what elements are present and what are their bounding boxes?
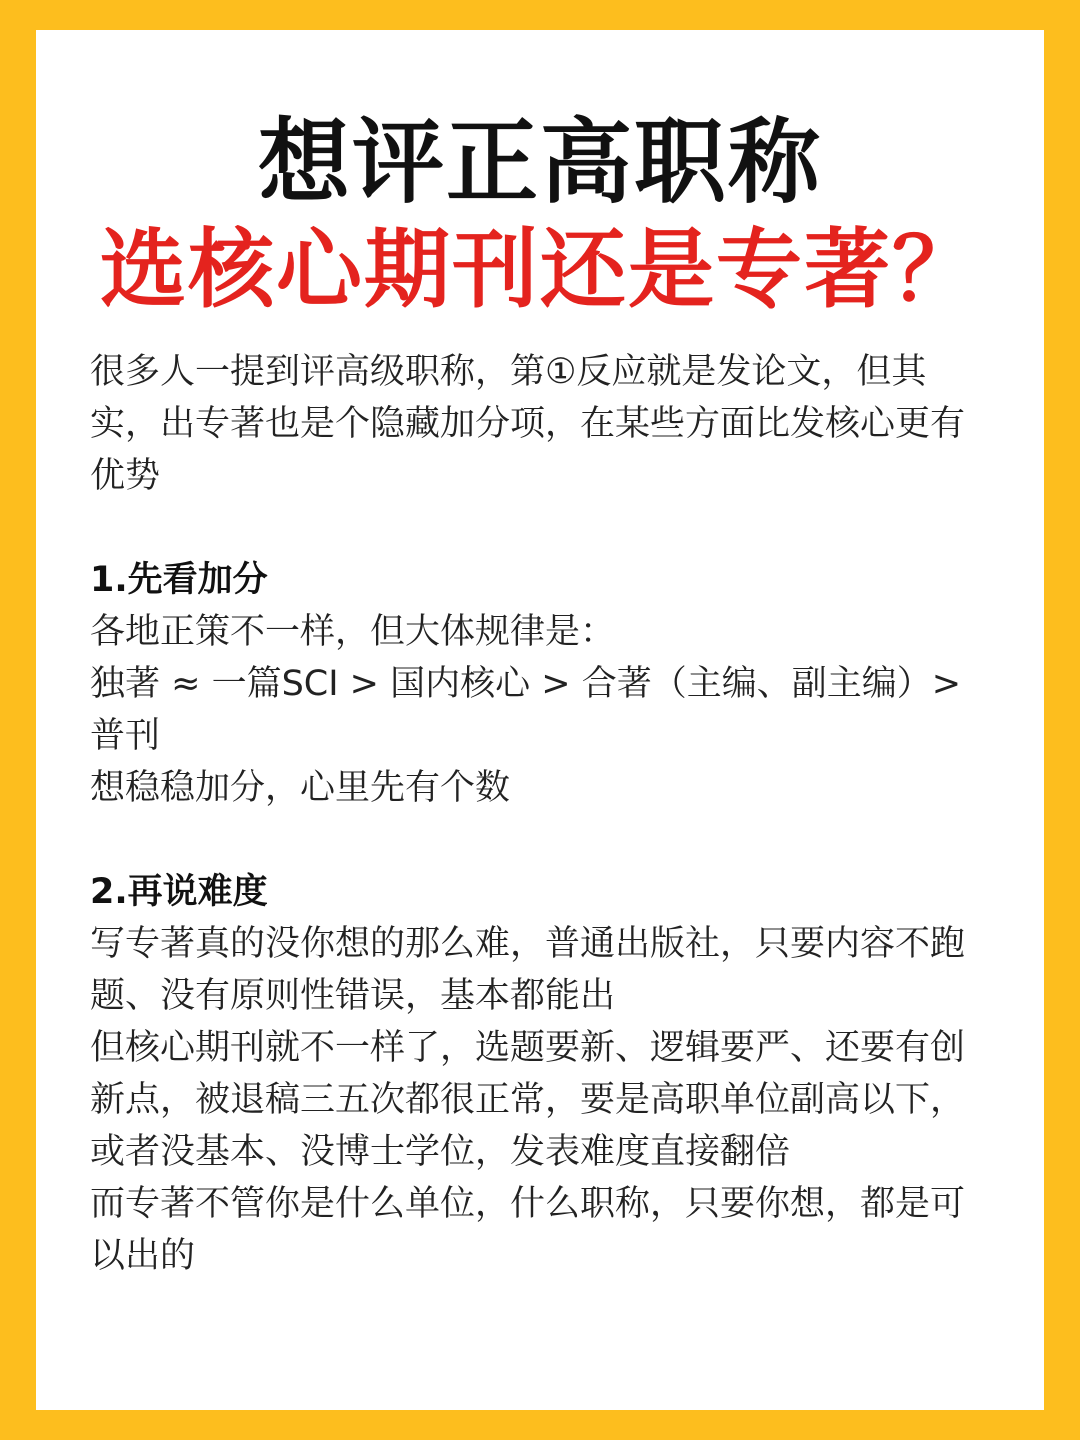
paragraph-spacer (90, 814, 995, 866)
section-2-line-2: 但核心期刊就不一样了，选题要新、逻辑要严、还要有创新点，被退稿三五次都很正常，要是高职单位副高以下，或者没基本、没博士学位，发表难度直接翻倍 (90, 1028, 966, 1172)
section-2-heading: 2.再说难度 (90, 872, 268, 912)
section-2-line-3: 而专著不管你是什么单位，什么职称，只要你想，都是可以出的 (90, 1184, 966, 1276)
section-1-line-1: 各地正策不一样，但大体规律是： (90, 612, 616, 652)
title-line-2: 选核心期刊还是专著？ (100, 220, 980, 320)
article-body (90, 346, 995, 1282)
title-line-1: 想评正高职称 (257, 109, 822, 216)
section-1-heading: 1.先看加分 (90, 560, 268, 600)
section-2-line-1: 写专著真的没你想的那么难，普通出版社，只要内容不跑题、没有原则性错误，基本都能出 (90, 924, 966, 1016)
section-1-line-3: 想稳稳加分，心里先有个数 (90, 768, 511, 808)
section-1-line-2: 独著 ≈ 一篇SCI > 国内核心 > 合著（主编、副主编）> 普刊 (90, 664, 962, 756)
intro-paragraph: 很多人一提到评高级职称，第①反应就是发论文，但其实，出专著也是个隐藏加分项，在某些方面比发核心更有优势 (90, 352, 966, 496)
paragraph-spacer (90, 502, 995, 554)
